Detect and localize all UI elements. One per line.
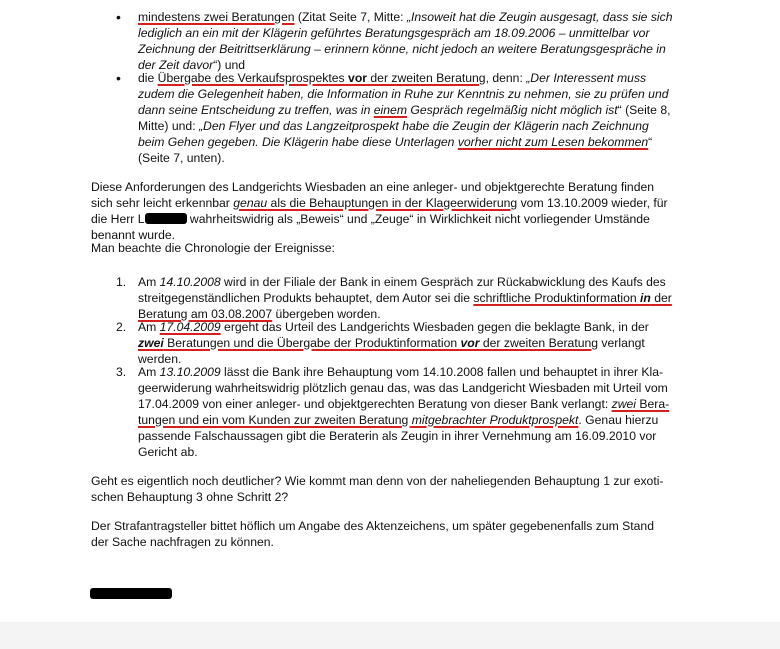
redaction-bar: [145, 213, 187, 224]
text: “: [648, 135, 653, 149]
text: streitgegenständlichen Produkts behauptet, dem Autor sei die: [138, 291, 474, 305]
underlined-text: als die Behauptungen in der Klageerwiderung: [267, 196, 518, 210]
quote-text: beim Gehen gegeben. Die Klägerin habe diese Unterlagen: [138, 135, 458, 149]
underlined-text: Beratungen und die Übergabe der Produktinformation: [163, 336, 461, 350]
text: Am: [138, 275, 160, 289]
item-number: 1.: [116, 275, 127, 289]
text: Am: [138, 320, 160, 334]
text: (Zitat Seite 7, Mitte:: [294, 10, 407, 24]
bold-underlined-text: vor: [348, 71, 368, 85]
text: “ (Seite 8,: [617, 103, 671, 117]
underlined-text: vorher nicht zum Lesen bekommen: [457, 135, 649, 149]
text: vom 13.10.2009 wieder, für: [517, 196, 668, 210]
underlined-text: der zweiten Beratung: [367, 71, 486, 85]
bullet-2-line-5: [138, 134, 652, 150]
underlined-text: genau: [233, 196, 268, 210]
bullet-1-line-1: [138, 9, 673, 25]
underlined-text: mindestens zwei Beratungen: [138, 10, 295, 24]
date-text: 17.04.2009: [159, 320, 221, 334]
underlined-text: schriftliche Produktinformation: [473, 291, 641, 305]
quote-text: „Insoweit hat die Zeugin ausgesagt, dass sie sich: [406, 10, 673, 24]
item-3-line-3: [138, 396, 669, 412]
bullet-1-line-3: Zeichnung der Beitrittserklärung – erinnern könne, nicht jedoch an weitere Beratungsgespräche in: [138, 42, 666, 56]
underlined-text: zwei: [611, 397, 636, 411]
item-3-line-6: Gericht ab.: [138, 445, 198, 459]
bullet-1-line-2: lediglich an ein mit der Klägerin geführtes Beratungsgespräch am 18.09.2006 – unmittelbar vor: [138, 26, 650, 40]
text: ergeht das Urteil des Landgerichts Wiesbaden gegen die beklagte Bank, in der: [220, 320, 649, 334]
item-3-line-4: [138, 412, 658, 428]
underlined-text: mitgebrachter Produktprospekt: [411, 413, 579, 427]
para1-line-1: Diese Anforderungen des Landgerichts Wiesbaden an eine anleger- und objektgerechte Beratung finden: [91, 180, 655, 194]
quote-text: „Den Flyer und das Langzeitprospekt habe die Zeugin der Klägerin nach Zeichnung: [198, 119, 649, 133]
text: , denn:: [485, 71, 527, 85]
item-2-line-3: werden.: [138, 352, 182, 366]
date-text: 14.10.2008: [159, 275, 221, 289]
bullet-2-line-3: [138, 102, 671, 118]
text: wird in der Filiale der Bank in einem Gespräch zur Rückabwicklung des Kaufs des: [220, 275, 666, 289]
date-text: 13.10.2009: [159, 365, 221, 379]
text: verlangt: [598, 336, 645, 350]
bullet-2-line-1: [138, 70, 646, 86]
quote-text: dann seine Entscheidung zu treffen, was in: [138, 103, 374, 117]
text: wahrheitswidrig als „Beweis“ und „Zeuge“ in Wirklichkeit nicht vorliegender Umstände: [186, 212, 650, 226]
item-2-line-1: [138, 319, 649, 335]
bullet-symbol: •: [116, 70, 121, 86]
text: Mitte) und:: [138, 119, 199, 133]
text: 17.04.2009 von einer anleger- und objektgerechten Beratung von dieser Bank verlangt:: [138, 397, 612, 411]
text: . Genau hierzu: [578, 413, 659, 427]
text: die Herr L: [91, 212, 145, 226]
item-3-line-1: [138, 364, 663, 380]
text: “) und: [213, 58, 246, 72]
item-1-line-2: [138, 290, 672, 306]
underlined-text: tungen und ein vom Kunden zur zweiten Beratung: [138, 413, 412, 427]
text: übergeben worden.: [272, 307, 381, 321]
text: sich sehr leicht erkennbar: [91, 196, 234, 210]
para1-line-2: [91, 195, 668, 211]
para1-line-3: [91, 211, 650, 227]
para1-line-4: benannt wurde.: [91, 228, 176, 242]
para2: Man beachte die Chronologie der Ereignisse:: [91, 241, 335, 255]
bold-underlined-text: in: [640, 291, 651, 305]
para3-line-2: schen Behauptung 3 ohne Schritt 2?: [91, 490, 289, 504]
underlined-text: Übergabe des Verkaufsprospektes: [157, 71, 349, 85]
quote-text: Gespräch regelmäßig nicht möglich ist: [406, 103, 618, 117]
item-number: 3.: [116, 365, 127, 379]
para3-line-1: Geht es eigentlich noch deutlicher? Wie kommt man denn von der naheliegenden Behauptung 1 zur exoti-: [91, 474, 664, 488]
item-3-line-2: geerwiderung wahrheitswidrig plötzlich genau das, was das Landgericht Wiesbaden mit Urteil vom: [138, 381, 668, 395]
underlined-text: Bera-: [636, 397, 670, 411]
underlined-text: Beratung am 03.08.2007: [138, 307, 273, 321]
para4-line-2: der Sache nachfragen zu können.: [91, 535, 274, 549]
text: Am: [138, 365, 160, 379]
bullet-symbol: •: [116, 9, 121, 25]
bold-underlined-text: vor: [460, 336, 480, 350]
bold-underlined-text: zwei: [138, 336, 164, 350]
underlined-text: der: [650, 291, 672, 305]
page-bottom-shadow: [0, 622, 780, 649]
para4-line-1: Der Strafantragsteller bittet höflich um Angabe des Aktenzeichens, um später gegebenenfalls zum Stand: [91, 519, 654, 533]
bullet-2-line-4: [138, 118, 649, 134]
redacted-signature: [90, 588, 172, 599]
quote-text: „Der Interessent muss: [526, 71, 647, 85]
item-1-line-1: [138, 274, 666, 290]
underlined-text: der zweiten Beratung: [479, 336, 599, 350]
item-number: 2.: [116, 320, 127, 334]
item-3-line-5: passende Falschaussagen gibt die Beraterin als Zeugin in ihrer Vernehmung am 16.09.2010 vor: [138, 429, 657, 443]
item-2-line-2: [138, 335, 645, 351]
bullet-2-line-6: (Seite 7, unten).: [138, 151, 225, 165]
text: lässt die Bank ihre Behauptung vom 14.10.2008 fallen und behauptet in ihrer Kla-: [220, 365, 664, 379]
text: die: [138, 71, 158, 85]
quote-text: der Zeit davor: [138, 58, 214, 72]
bullet-2-line-2: zudem die Gelegenheit haben, die Information in Ruhe zur Kenntnis zu nehmen, sie zu prüfen und: [138, 87, 669, 101]
underlined-text: einem: [373, 103, 407, 117]
